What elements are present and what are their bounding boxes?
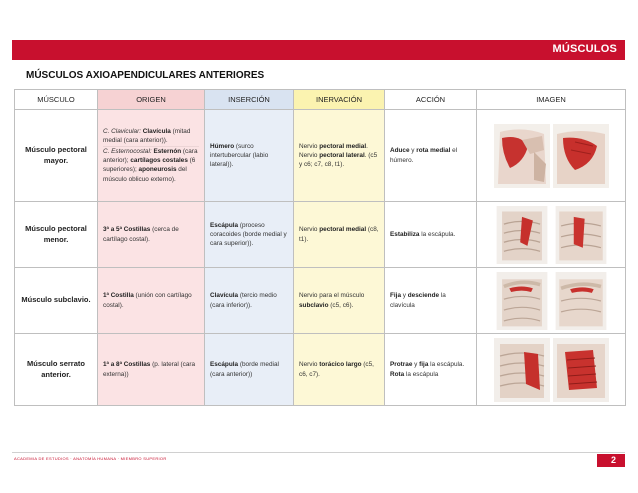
table-row — [15, 268, 626, 334]
pectoralis-major-illustration — [494, 124, 550, 188]
header-image: IMAGEN — [477, 90, 626, 110]
insertion-cell: Húmero (surco intertubercular (labio lateral)). — [205, 110, 294, 202]
table-header-row — [15, 90, 626, 110]
table-row — [15, 334, 626, 406]
insertion-cell: Clavícula (tercio medio (cara inferior)). — [205, 268, 294, 334]
header-insertion: INSERCIÓN — [205, 90, 294, 110]
muscle-name: Músculo subclavio. — [15, 268, 98, 334]
pectoralis-minor-illustration — [494, 206, 550, 264]
action-cell: Protrae y fija la escápula. Rota la escápula — [385, 334, 477, 406]
muscle-name: Músculo pectoral menor. — [15, 202, 98, 268]
insertion-cell: Escápula (borde medial (cara anterior)) — [205, 334, 294, 406]
insertion-cell: Escápula (proceso coracoides (borde medial y cara superior)). — [205, 202, 294, 268]
header-bar — [12, 40, 625, 60]
image-cell — [477, 110, 626, 202]
image-cell — [477, 334, 626, 406]
action-cell: Aduce y rota medial el húmero. — [385, 110, 477, 202]
origin-cell: 3ª a 5ª Costillas (cerca de cartílago costal). — [98, 202, 205, 268]
muscle-name: Músculo pectoral mayor. — [15, 110, 98, 202]
origin-cell: 1ª Costilla (unión con cartílago costal). — [98, 268, 205, 334]
footer-divider — [12, 452, 625, 453]
header-action: ACCIÓN — [385, 90, 477, 110]
pectoralis-major-illustration-2 — [553, 124, 609, 188]
table-row — [15, 110, 626, 202]
innervation-cell: Nervio para el músculo subclavio (c5, c6). — [294, 268, 385, 334]
header-origin: ORIGEN — [98, 90, 205, 110]
header-muscle: MÚSCULO — [15, 90, 98, 110]
footer-text: ACADEMIA DE ESTUDIOS · ANATOMÍA HUMANA · MIEMBRO SUPERIOR — [14, 456, 167, 461]
table-row — [15, 202, 626, 268]
innervation-cell: Nervio pectoral medial. Nervio pectoral lateral. (c5 y c6; c7, c8, t1). — [294, 110, 385, 202]
muscles-table — [14, 89, 626, 406]
header-innervation: INERVACIÓN — [294, 90, 385, 110]
innervation-cell: Nervio torácico largo (c5, c6, c7). — [294, 334, 385, 406]
subclavius-illustration — [494, 272, 550, 330]
subclavius-illustration-2 — [553, 272, 609, 330]
pectoralis-minor-illustration-2 — [553, 206, 609, 264]
page-number: 2 — [610, 455, 616, 465]
action-cell: Fija y desciende la clavícula — [385, 268, 477, 334]
origin-cell — [98, 110, 205, 202]
image-cell — [477, 202, 626, 268]
serratus-anterior-illustration-2 — [553, 338, 609, 402]
image-cell — [477, 268, 626, 334]
serratus-anterior-illustration — [494, 338, 550, 402]
origin-sternocostal: C. Esternocostal: Esternón (cara anterior); cartílagos costales (6 superiores); aponeurosis del músculo oblicuo externo). — [103, 147, 198, 183]
page-title: MÚSCULOS — [552, 43, 617, 55]
origin-cell: 1ª a 8ª Costillas (p. lateral (cara externa)) — [98, 334, 205, 406]
page-number-badge — [597, 454, 625, 467]
action-cell: Estabiliza la escápula. — [385, 202, 477, 268]
muscle-name: Músculo serrato anterior. — [15, 334, 98, 406]
origin-clavicular: C. Clavicular: Clavícula (mitad medial (cara anterior)). — [103, 127, 199, 147]
section-title: MÚSCULOS AXIOAPENDICULARES ANTERIORES — [26, 70, 265, 81]
innervation-cell: Nervio pectoral medial (c8, t1). — [294, 202, 385, 268]
